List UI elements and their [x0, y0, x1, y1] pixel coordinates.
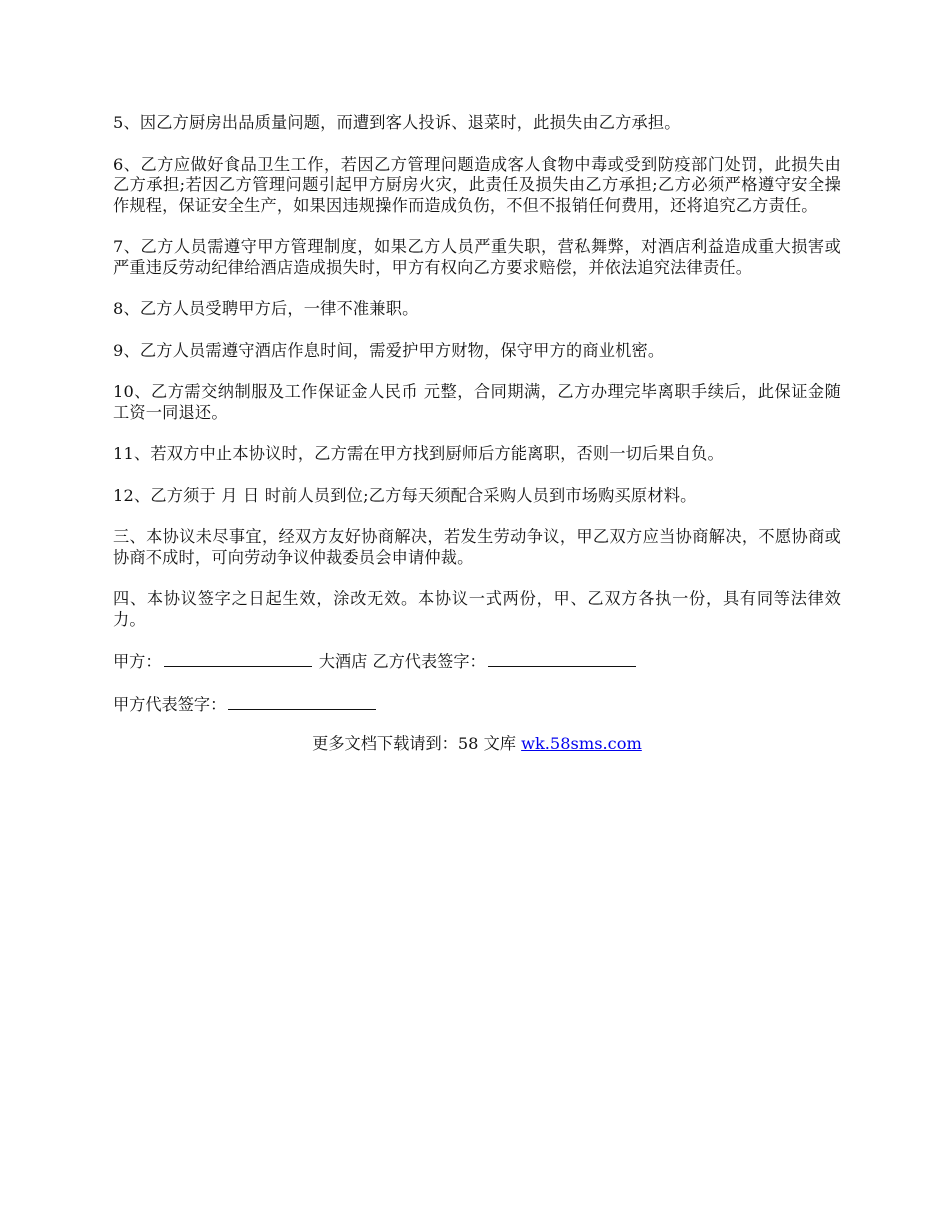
clause-8: 8、乙方人员受聘甲方后，一律不准兼职。: [113, 299, 419, 318]
clause-11: 11、若双方中止本协议时，乙方需在甲方找到厨师后方能离职，否则一切后果自负。: [113, 444, 724, 463]
party-a-name-blank: [164, 651, 312, 667]
clause-6: 6、乙方应做好食品卫生工作，若因乙方管理问题造成客人食物中毒或受到防疫部门处罚，此损失由乙方承担;若因乙方管理问题引起甲方厨房火灾，此责任及损失由乙方承担;乙方必须严格遵守安全操作规程，保证安全生产，如果因违规操作而造成负伤，不但不报销任何费用，还将追究乙方责任。: [113, 154, 841, 215]
clause-10: 10、乙方需交纳制服及工作保证金人民币 元整，合同期满，乙方办理完毕离职手续后，此保证金随工资一同退还。: [113, 382, 841, 422]
signature-line-party-a: [113, 651, 841, 673]
document-body: [113, 113, 841, 755]
party-b-signature-blank: [488, 651, 636, 667]
section-three: 三、本协议未尽事宜，经双方友好协商解决，若发生劳动争议，甲乙双方应当协商解决，不愿协商或协商不成时，可向劳动争议仲裁委员会申请仲裁。: [113, 527, 841, 567]
party-a-signature-blank: [228, 694, 376, 710]
party-a-rep-label: 甲方代表签字：: [113, 694, 227, 714]
clause-9: 9、乙方人员需遵守酒店作息时间，需爱护甲方财物，保守甲方的商业机密。: [113, 340, 665, 360]
footer-text: 更多文档下载请到：58 文库: [312, 734, 522, 753]
party-a-label: 甲方：: [113, 652, 162, 671]
footer: [113, 734, 841, 755]
signature-line-party-a-rep: [113, 694, 841, 716]
party-b-rep-label: 乙方代表签字：: [372, 652, 486, 671]
clause-12: 12、乙方须于 月 日 时前人员到位;乙方每天须配合采购人员到市场购买原材料。: [113, 485, 697, 505]
clause-5: 5、因乙方厨房出品质量问题，而遭到客人投诉、退菜时，此损失由乙方承担。: [113, 113, 681, 132]
section-four: 四、本协议签字之日起生效，涂改无效。本协议一式两份，甲、乙双方各执一份，具有同等法律效力。: [113, 589, 841, 629]
footer-link[interactable]: wk.58sms.com: [521, 734, 642, 753]
hotel-suffix: 大酒店: [318, 652, 368, 671]
clause-7: 7、乙方人员需遵守甲方管理制度，如果乙方人员严重失职，营私舞弊，对酒店利益造成重大损害或严重违反劳动纪律给酒店造成损失时，甲方有权向乙方要求赔偿，并依法追究法律责任。: [113, 237, 841, 277]
